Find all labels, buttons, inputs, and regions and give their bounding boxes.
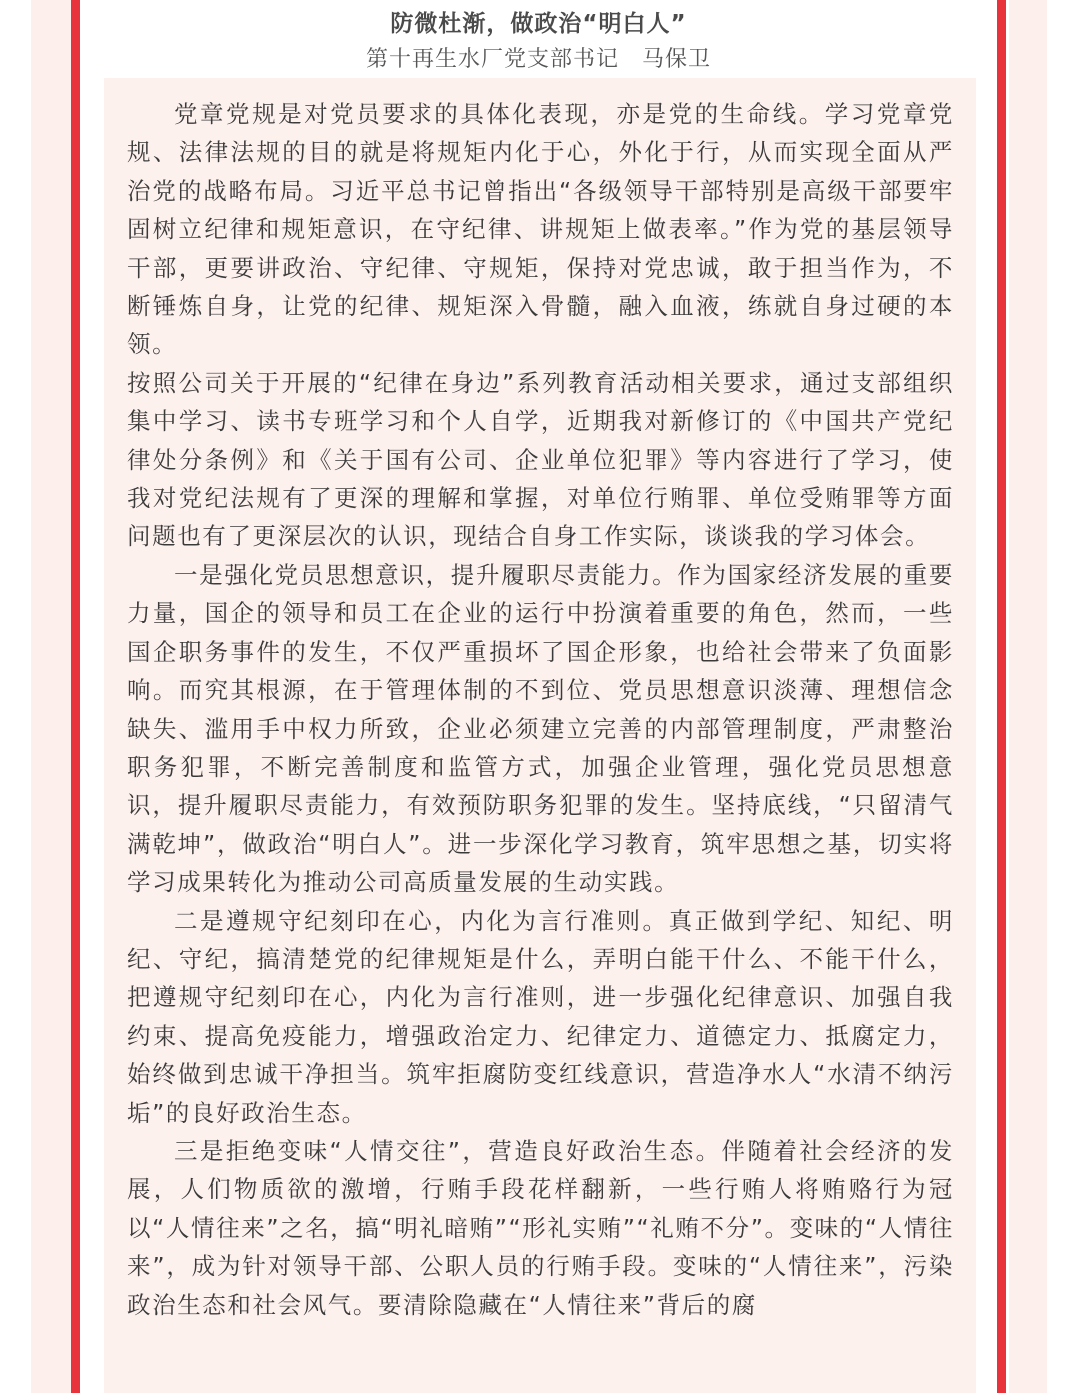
left-red-border: [71, 0, 80, 1393]
article-body: [127, 95, 954, 1324]
paragraph-1: 党章党规是对党员要求的具体化表现，亦是党的生命线。学习党章党规、法律法规的目的就是将规矩内化于心，外化于行，从而实现全面从严治党的战略布局。习近平总书记曾指出“各级领导干部特别是高级干部要牢固树立纪律和规矩意识，在守纪律、讲规矩上做表率。”作为党的基层领导干部，更要讲政治、守纪律、守规矩，保持对党忠诚，敢于担当作为，不断锤炼自身，让党的纪律、规矩深入骨髓，融入血液，练就自身过硬的本领。: [127, 100, 954, 359]
right-red-border: [997, 0, 1006, 1393]
right-margin-stripe: [1009, 0, 1047, 1393]
paragraph-5: 三是拒绝变味“人情交往”，营造良好政治生态。伴随着社会经济的发展，人们物质欲的激增，行贿手段花样翻新，一些行贿人将贿赂行为冠以“人情往来”之名，搞“明礼暗贿”“形礼实贿”“礼贿不分”。变味的“人情往来”，成为针对领导干部、公职人员的行贿手段。变味的“人情往来”，污染政治生态和社会风气。要清除隐藏在“人情往来”背后的腐: [127, 1136, 954, 1319]
article-title: 防微杜渐，做政治“明白人”: [390, 11, 687, 37]
paragraph-4: 二是遵规守纪刻印在心，内化为言行准则。真正做到学纪、知纪、明纪、守纪，搞清楚党的纪律规矩是什么，弄明白能干什么、不能干什么，把遵规守纪刻印在心，内化为言行准则，进一步强化纪律意识、加强自我约束、提高免疫能力，增强政治定力、纪律定力、道德定力、抵腐定力，始终做到忠诚干净担当。筑牢拒腐防变红线意识，营造净水人“水清不纳污垢”的良好政治生态。: [127, 906, 954, 1127]
article-author: 第十再生水厂党支部书记 马保卫: [365, 47, 711, 72]
left-margin-stripe: [31, 0, 71, 1393]
paragraph-3: 一是强化党员思想意识，提升履职尽责能力。作为国家经济发展的重要力量，国企的领导和员工在企业的运行中扮演着重要的角色，然而，一些国企职务事件的发生，不仅严重损坏了国企形象，也给社会带来了负面影响。而究其根源，在于管理体制的不到位、党员思想意识淡薄、理想信念缺失、滥用手中权力所致，企业必须建立完善的内部管理制度，严肃整治职务犯罪，不断完善制度和监管方式，加强企业管理，强化党员思想意识，提升履职尽责能力，有效预防职务犯罪的发生。坚持底线，“只留清气满乾坤”，做政治“明白人”。进一步深化学习教育，筑牢思想之基，切实将学习成果转化为推动公司高质量发展的生动实践。: [127, 560, 954, 897]
paragraph-2: 按照公司关于开展的“纪律在身边”系列教育活动相关要求，通过支部组织集中学习、读书专班学习和个人自学，近期我对新修订的《中国共产党纪律处分条例》和《关于国有公司、企业单位犯罪》等内容进行了学习，使我对党纪法规有了更深的理解和掌握，对单位行贿罪、单位受贿罪等方面问题也有了更深层次的认识，现结合自身工作实际，谈谈我的学习体会。: [127, 368, 954, 551]
